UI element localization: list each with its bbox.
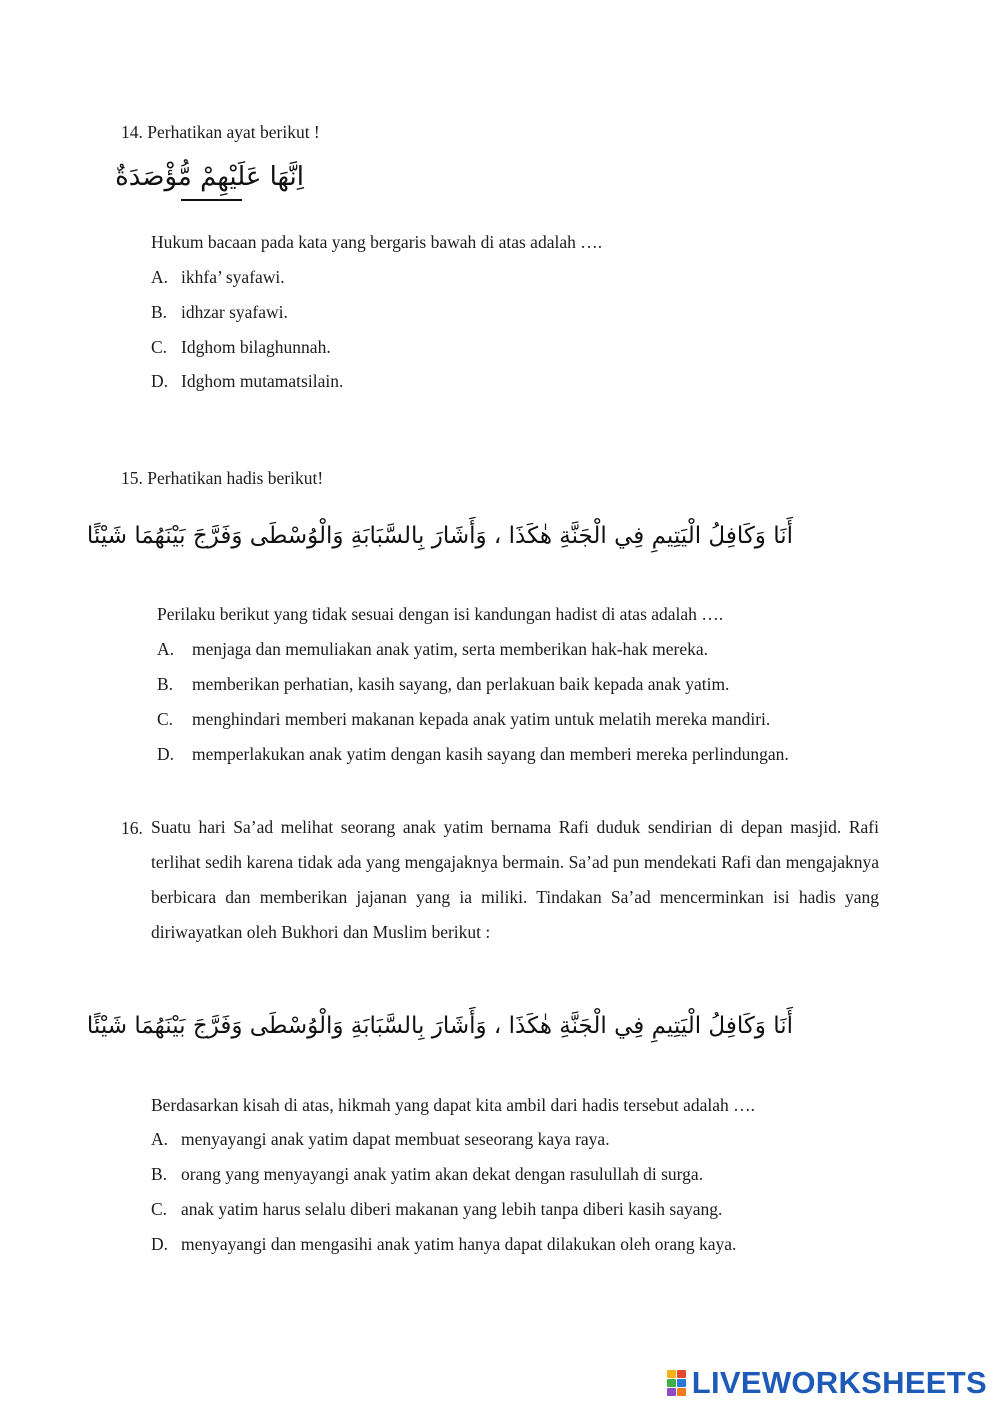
option-letter: D.: [151, 371, 169, 391]
option-b[interactable]: [157, 673, 729, 695]
option-letter: C.: [151, 337, 168, 357]
option-text: ikhfa’ syafawi.: [181, 267, 285, 287]
option-d[interactable]: [151, 370, 343, 392]
question-prompt: Perhatikan hadis berikut!: [147, 468, 324, 488]
option-letter: A.: [151, 267, 169, 287]
question-number: 15.: [121, 468, 143, 488]
story-paragraph: Suatu hari Sa’ad melihat seorang anak yatim bernama Rafi duduk sendirian di depan masjid. Rafi terlihat sedih karena tidak ada yang mengajaknya bermain. Sa’ad pun mendekati Rafi dan mengajaknya berbicara dan memberikan jajanan yang ia miliki. Tindakan Sa’ad mencerminkan isi hadis yang diriwayatkan oleh Bukhori dan Muslim berikut :: [151, 817, 879, 942]
option-c[interactable]: [151, 1198, 722, 1220]
option-letter: B.: [151, 302, 168, 322]
option-c[interactable]: [151, 336, 331, 358]
option-a[interactable]: [151, 266, 285, 288]
verse-underline: [181, 199, 242, 201]
option-a[interactable]: [157, 638, 708, 660]
option-text: menyayangi dan mengasihi anak yatim hanya dapat dilakukan oleh orang kaya.: [181, 1234, 737, 1254]
liveworksheets-logo-icon: [667, 1370, 689, 1396]
option-text: anak yatim harus selalu diberi makanan yang lebih tanpa diberi kasih sayang.: [181, 1199, 723, 1219]
liveworksheets-logo[interactable]: [667, 1363, 987, 1403]
question-number: 14.: [121, 122, 143, 142]
option-letter: C.: [151, 1199, 168, 1219]
question-text: Perilaku berikut yang tidak sesuai dengan isi kandungan hadist di atas adalah ….: [157, 604, 724, 624]
option-letter: C.: [157, 709, 174, 729]
option-text: orang yang menyayangi anak yatim akan dekat dengan rasulullah di surga.: [181, 1164, 704, 1184]
option-b[interactable]: [151, 1163, 703, 1185]
option-b[interactable]: [151, 301, 288, 323]
option-letter: B.: [157, 674, 174, 694]
question-text: Hukum bacaan pada kata yang bergaris bawah di atas adalah ….: [151, 232, 603, 252]
question-prompt: Perhatikan ayat berikut !: [147, 122, 320, 142]
arabic-verse: اِنَّهَا عَلَيْهِمْ مُّؤْصَدَةٌ: [115, 162, 304, 192]
question-number: 16.: [121, 818, 143, 838]
option-d[interactable]: [151, 1233, 736, 1255]
logo-wordmark: LIVEWORKSHEETS: [691, 1365, 987, 1400]
arabic-hadith: أَنَا وَكَافِلُ الْيَتِيمِ فِي الْجَنَّةِ هٰكَذَا ، وَأَشَارَ بِالسَّبَابَةِ وَالْوُسْطَى وَفَرَّجَ بَيْنَهُمَا شَيْئًا: [86, 1013, 793, 1039]
option-letter: A.: [151, 1129, 169, 1149]
arabic-hadith: أَنَا وَكَافِلُ الْيَتِيمِ فِي الْجَنَّةِ هٰكَذَا ، وَأَشَارَ بِالسَّبَابَةِ وَالْوُسْطَى وَفَرَّجَ بَيْنَهُمَا شَيْئًا: [86, 523, 793, 549]
option-text: idhzar syafawi.: [181, 302, 288, 322]
question-15-header: [121, 467, 323, 489]
option-d[interactable]: [157, 743, 789, 765]
option-text: memberikan perhatian, kasih sayang, dan perlakuan baik kepada anak yatim.: [192, 674, 730, 694]
option-letter: A.: [157, 639, 175, 659]
option-text: Idghom mutamatsilain.: [181, 371, 344, 391]
question-text: Berdasarkan kisah di atas, hikmah yang dapat kita ambil dari hadis tersebut adalah ….: [151, 1095, 756, 1115]
option-c[interactable]: [157, 708, 770, 730]
option-text: memperlakukan anak yatim dengan kasih sayang dan memberi mereka perlindungan.: [192, 744, 789, 764]
option-text: menjaga dan memuliakan anak yatim, serta memberikan hak-hak mereka.: [192, 639, 709, 659]
option-a[interactable]: [151, 1128, 610, 1150]
option-text: Idghom bilaghunnah.: [181, 337, 331, 357]
option-text: menghindari memberi makanan kepada anak yatim untuk melatih mereka mandiri.: [192, 709, 771, 729]
question-14-header: [121, 121, 320, 143]
option-letter: B.: [151, 1164, 168, 1184]
option-text: menyayangi anak yatim dapat membuat seseorang kaya raya.: [181, 1129, 610, 1149]
option-letter: D.: [151, 1234, 169, 1254]
option-letter: D.: [157, 744, 175, 764]
